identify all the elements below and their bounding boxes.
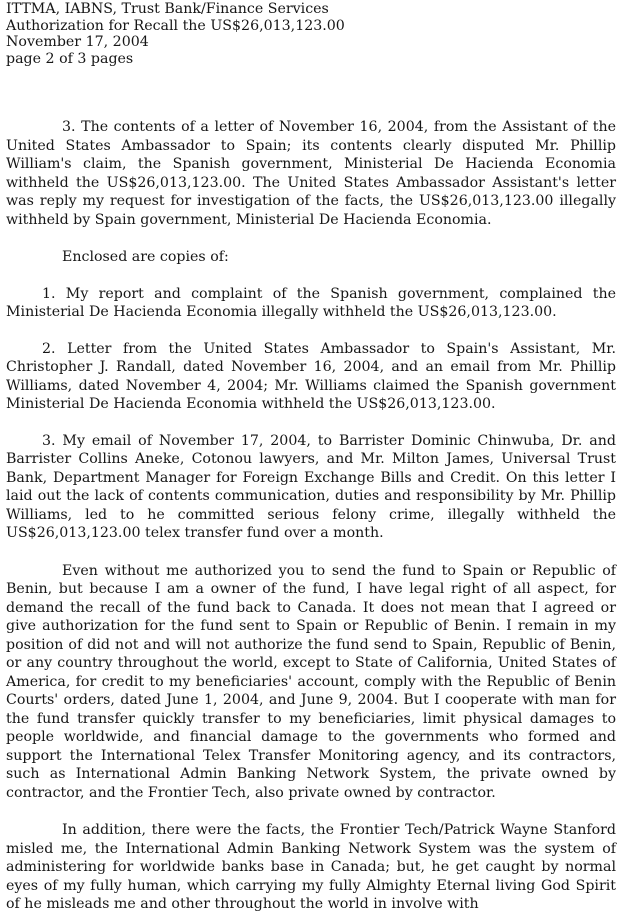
paragraph-in-addition: In addition, there were the facts, the Frontier Tech/Patrick Wayne Stanford misled me, the International Admin Banking Network System was the system of administering for worldwide banks base in Canada; but, he get caught by normal eyes of my fully human, which carrying my fully Almighty Eternal living God Spirit of he misleads me and other throughout the world in involve with <box>6 822 616 912</box>
enclosure-item-1: 1. My report and complaint of the Spanish government, complained the Ministerial De Hacienda Economia illegally withheld the US$26,013,123.00. <box>6 285 616 320</box>
enclosure-item-2: 2. Letter from the United States Ambassador to Spain's Assistant, Mr. Christopher J. Randall, dated November 16, 2004, and an email from Mr. Phillip Williams, dated November 4, 2004; Mr. Williams claimed the Spanish government Ministerial De Hacienda Economia withheld the US$26,013,123.00. <box>6 340 616 412</box>
paragraph-3: 3. The contents of a letter of November 16, 2004, from the Assistant of the United States Ambassador to Spain; its contents clearly disputed Mr. Phillip William's claim, the Spanish government, Ministerial De Hacienda Economia withheld the US$26,013,123.00. The United States Ambassador Assistant's letter was reply my request for investigation of the facts, the US$26,013,123.00 illegally withheld by Spain government, Ministerial De Hacienda Economia. <box>6 119 616 228</box>
enclosed-heading: Enclosed are copies of: <box>62 249 229 265</box>
letter-header <box>6 0 616 67</box>
enclosure-item-3: 3. My email of November 17, 2004, to Barrister Dominic Chinwuba, Dr. and Barrister Collins Aneke, Cotonou lawyers, and Mr. Milton James, Universal Trust Bank, Department Manager for Foreign Exchange Bills and Credit. On this letter I laid out the lack of contents communication, duties and responsibility by Mr. Phillip Williams, led to he committed serious felony crime, illegally withheld the US$26,013,123.00 telex transfer fund over a month. <box>6 432 616 541</box>
paragraph-even-without: Even without me authorized you to send the fund to Spain or Republic of Benin, but because I am a owner of the fund, I have legal right of all aspect, for demand the recall of the fund back to Canada. It does not mean that I agreed or give authorization for the fund sent to Spain or Republic of Benin. I remain in my position of did not and will not authorize the fund send to Spain, Republic of Benin, or any country throughout the world, except to State of California, United States of America, for credit to my beneficiaries' account, comply with the Republic of Benin Courts' orders, dated June 1, 2004, and June 9, 2004. But I cooperate with man for the fund transfer quickly transfer to my beneficiaries, limit physical damages to people worldwide, and financial damage to the governments who formed and support the International Telex Transfer Monitoring agency, and its contractors, such as International Admin Banking Network System, the private owned by contractor, and the Frontier Tech, also private owned by contractor. <box>6 562 616 801</box>
letter-body <box>6 118 616 914</box>
header-page-number: page 2 of 3 pages <box>6 50 134 67</box>
header-organization: ITTMA, IABNS, Trust Bank/Finance Services <box>6 1 329 17</box>
header-date: November 17, 2004 <box>6 34 149 50</box>
header-subject: Authorization for Recall the US$26,013,123.00 <box>6 17 345 34</box>
